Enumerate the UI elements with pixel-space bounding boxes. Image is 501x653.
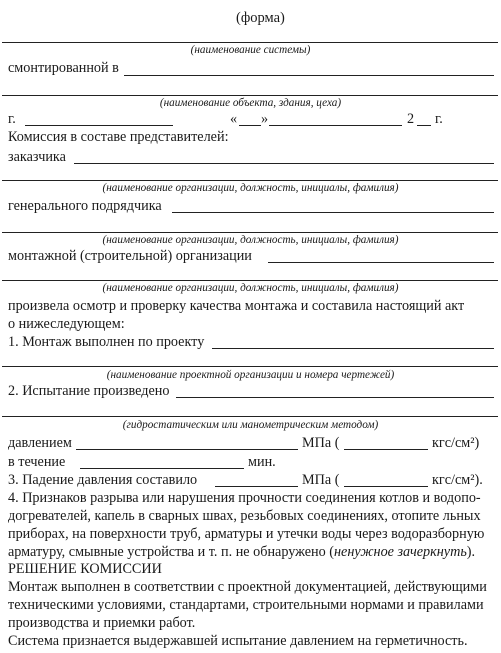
object-name-line [2, 95, 498, 96]
system-name-line [2, 42, 498, 43]
installation-org-line-2 [2, 280, 498, 281]
mpa-label-2: МПа ( [302, 472, 340, 488]
mounted-line [124, 75, 494, 76]
general-contractor-label: генерального подрядчика [8, 198, 162, 214]
pressure-label: давлением [8, 435, 72, 451]
org-caption-3: (наименование организации, должность, инициалы, фамилия) [102, 282, 399, 294]
system-caption: (наименование системы) [190, 44, 311, 56]
object-caption: (наименование объекта, здания, цеха) [159, 97, 342, 109]
general-contractor-line [172, 212, 494, 213]
city-label: г. [8, 111, 16, 127]
quote-close: » [261, 111, 269, 127]
customer-line [74, 163, 494, 164]
item4-line-3: приборах, на поверхности труб, арматуры и утечки воды через водоразборную [8, 526, 485, 542]
item4-line-4 [8, 545, 475, 559]
item3-label: 3. Падение давления составило [8, 472, 198, 488]
decision-heading: РЕШЕНИЕ КОМИССИИ [8, 561, 162, 577]
item1-line [212, 348, 494, 349]
inspection-text-1: произвела осмотр и проверку качества монтажа и составила настоящий акт [8, 298, 465, 314]
inspection-text-2: о нижеследующем: [8, 316, 125, 332]
unit-label-2: кгс/см²). [432, 472, 483, 488]
commission-label: Комиссия в составе представителей: [8, 129, 229, 145]
mpa-label-1: МПа ( [302, 435, 340, 451]
customer-label: заказчика [8, 149, 66, 165]
pressure-drop-line [215, 486, 298, 487]
kgf-line-2 [344, 486, 428, 487]
installation-org-label: монтажной (строительной) организации [8, 248, 252, 264]
year-suffix: г. [435, 111, 443, 127]
month-line [269, 125, 402, 126]
item4-line-1: 4. Признаков разрыва или нарушения прочности соединения котлов и водопо- [8, 490, 481, 506]
mounted-label: смонтированной в [8, 60, 119, 76]
item4-line-4-end: ). [466, 544, 476, 560]
quote-open: « [230, 111, 238, 127]
decision-line-2: техническими условиями, стандартами, строительными нормами и правилами [8, 597, 484, 613]
form-header: (форма) [236, 10, 285, 26]
minutes-line [80, 468, 244, 469]
unit-label-1: кгс/см²) [432, 435, 480, 451]
item4-line-2: догревателей, капель в сварных швах, резьбовых соединениях, отопите льных [8, 508, 481, 524]
item2-line [176, 397, 494, 398]
general-contractor-line-2 [2, 232, 498, 233]
installation-org-line [268, 262, 494, 263]
decision-line-1: Монтаж выполнен в соответствии с проектной документацией, действующими [8, 579, 487, 595]
item1-label: 1. Монтаж выполнен по проекту [8, 334, 205, 350]
pressure-line [76, 449, 298, 450]
kgf-line-1 [344, 449, 428, 450]
during-label: в течение [8, 454, 66, 470]
method-caption: (гидростатическим или манометрическим методом) [122, 419, 379, 431]
minutes-label: мин. [248, 454, 276, 470]
city-line [25, 125, 173, 126]
project-line [2, 366, 498, 367]
item4-line-4-text: арматуру, смывные устройства и т. п. не обнаружено ( [8, 544, 335, 560]
decision-line-3: производства и приемки работ. [8, 615, 196, 631]
year-line [417, 125, 431, 126]
item4-note: ненужное зачеркнуть [334, 544, 467, 560]
project-caption: (наименование проектной организации и номера чертежей) [106, 369, 395, 381]
org-caption-2: (наименование организации, должность, инициалы, фамилия) [102, 234, 399, 246]
year-number: 2 [407, 111, 415, 127]
org-caption-1: (наименование организации, должность, инициалы, фамилия) [102, 182, 399, 194]
method-line [2, 416, 498, 417]
decision-line-4: Система признается выдержавшей испытание давлением на герметичность. [8, 633, 468, 649]
day-line [239, 125, 261, 126]
item2-label: 2. Испытание произведено [8, 383, 170, 399]
customer-line-2 [2, 180, 498, 181]
